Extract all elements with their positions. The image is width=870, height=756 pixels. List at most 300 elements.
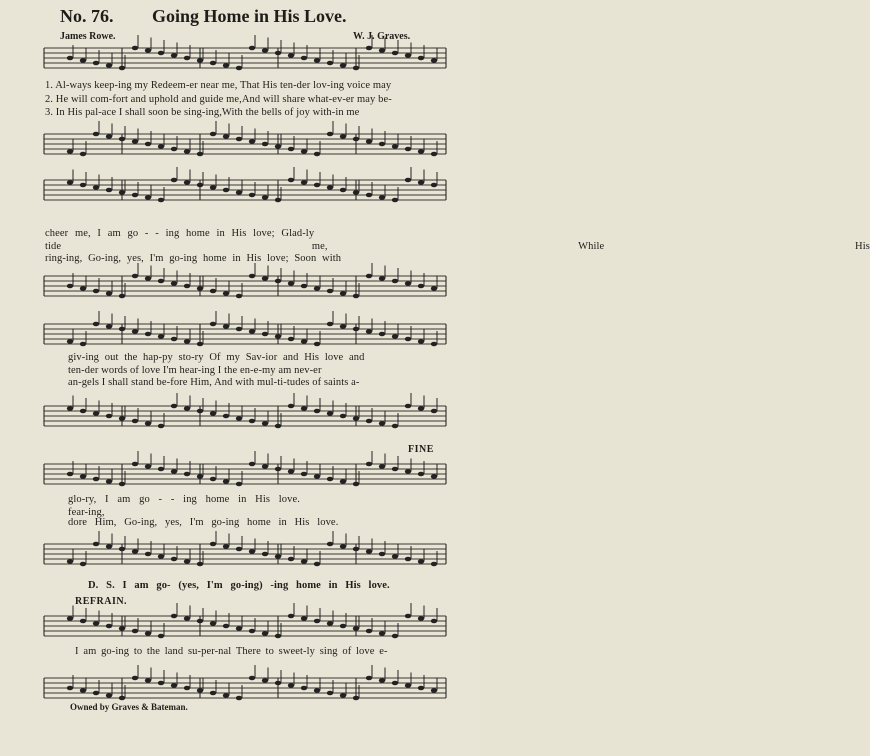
note-head	[418, 149, 424, 154]
note-head	[210, 322, 216, 327]
note-head	[288, 614, 294, 619]
note-head	[106, 414, 112, 419]
note-head	[132, 462, 138, 467]
note-head	[119, 696, 125, 701]
verse-line: fear-ing,	[68, 507, 105, 518]
treble-staff-1	[0, 42, 480, 82]
note-head	[184, 284, 190, 289]
note-head	[132, 139, 138, 144]
note-head	[184, 686, 190, 691]
note-head	[366, 193, 372, 198]
note-head	[197, 474, 203, 479]
note-head	[431, 474, 437, 479]
note-head	[275, 634, 281, 639]
note-head	[80, 619, 86, 624]
note-head	[405, 337, 411, 342]
note-head	[210, 411, 216, 416]
note-head	[379, 631, 385, 636]
note-head	[327, 621, 333, 626]
note-head	[431, 342, 437, 347]
note-head	[223, 624, 229, 629]
note-head	[379, 195, 385, 200]
note-head	[236, 416, 242, 421]
note-head	[353, 137, 359, 142]
note-head	[223, 324, 229, 329]
note-head	[184, 559, 190, 564]
note-head	[93, 542, 99, 547]
note-head	[379, 678, 385, 683]
note-head	[223, 291, 229, 296]
note-head	[262, 48, 268, 53]
note-head	[249, 629, 255, 634]
note-head	[158, 198, 164, 203]
verse-line: I am go-ing to the land su-per-nal There to sweet-ly sing of love e-	[75, 646, 388, 657]
note-head	[197, 688, 203, 693]
note-head	[197, 152, 203, 157]
note-head	[379, 552, 385, 557]
note-head	[249, 462, 255, 467]
note-head	[249, 46, 255, 51]
note-head	[184, 339, 190, 344]
note-head	[405, 178, 411, 183]
note-head	[223, 134, 229, 139]
note-head	[145, 421, 151, 426]
note-head	[327, 185, 333, 190]
note-head	[158, 681, 164, 686]
note-head	[119, 416, 125, 421]
note-head	[184, 472, 190, 477]
note-head	[327, 477, 333, 482]
refrain-label: REFRAIN.	[75, 596, 128, 607]
note-head	[418, 406, 424, 411]
note-head	[314, 286, 320, 291]
note-head	[301, 284, 307, 289]
note-head	[314, 474, 320, 479]
note-head	[67, 686, 73, 691]
note-head	[392, 334, 398, 339]
note-head	[379, 421, 385, 426]
note-head	[197, 286, 203, 291]
note-head	[431, 619, 437, 624]
bass-staff-3	[0, 400, 480, 440]
note-head	[80, 409, 86, 414]
note-head	[106, 188, 112, 193]
fine-marker: FINE	[408, 444, 434, 455]
note-head	[80, 58, 86, 63]
note-head	[314, 619, 320, 624]
note-head	[93, 132, 99, 137]
note-head	[301, 616, 307, 621]
treble-staff-2	[0, 174, 480, 214]
note-head	[80, 286, 86, 291]
note-head	[106, 63, 112, 68]
note-head	[80, 183, 86, 188]
note-head	[236, 626, 242, 631]
note-head	[145, 332, 151, 337]
note-head	[236, 327, 242, 332]
note-head	[197, 58, 203, 63]
note-head	[405, 557, 411, 562]
note-head	[93, 61, 99, 66]
note-head	[210, 185, 216, 190]
note-head	[158, 334, 164, 339]
note-head	[288, 53, 294, 58]
note-head	[327, 322, 333, 327]
note-head	[223, 63, 229, 68]
note-head	[262, 464, 268, 469]
note-head	[80, 152, 86, 157]
note-head	[171, 337, 177, 342]
note-head	[275, 681, 281, 686]
note-head	[366, 139, 372, 144]
note-head	[288, 683, 294, 688]
note-head	[223, 479, 229, 484]
note-head	[145, 142, 151, 147]
note-head	[67, 406, 73, 411]
note-head	[145, 464, 151, 469]
note-head	[379, 142, 385, 147]
note-head	[171, 53, 177, 58]
note-head	[392, 144, 398, 149]
note-head	[171, 404, 177, 409]
verse-line: dore Him, Go-ing, yes, I'm go-ing home in His love.	[68, 517, 339, 528]
note-head	[158, 554, 164, 559]
note-head	[327, 61, 333, 66]
note-head	[288, 147, 294, 152]
note-head	[314, 409, 320, 414]
note-head	[132, 549, 138, 554]
note-head	[93, 411, 99, 416]
note-head	[93, 185, 99, 190]
note-head	[379, 332, 385, 337]
hymn-number: No. 76.	[60, 6, 114, 26]
note-head	[392, 198, 398, 203]
note-head	[327, 289, 333, 294]
note-head	[210, 132, 216, 137]
note-head	[210, 621, 216, 626]
note-head	[366, 629, 372, 634]
note-head	[132, 329, 138, 334]
note-head	[80, 342, 86, 347]
note-head	[93, 322, 99, 327]
note-head	[197, 562, 203, 567]
note-head	[197, 183, 203, 188]
copyright-footer: Owned by Graves & Bateman.	[70, 702, 188, 712]
note-head	[145, 552, 151, 557]
note-head	[392, 634, 398, 639]
note-head	[431, 58, 437, 63]
bass-staff-1	[0, 128, 480, 168]
note-head	[236, 137, 242, 142]
note-head	[158, 424, 164, 429]
verse-line: ten-der words of love I'm hear-ing I the en-e-my am nev-er	[68, 365, 322, 376]
bass-staff-2	[0, 270, 480, 310]
treble-staff-5	[0, 610, 480, 650]
note-head	[353, 294, 359, 299]
note-head	[119, 547, 125, 552]
note-head	[418, 180, 424, 185]
note-head	[366, 46, 372, 51]
note-head	[236, 190, 242, 195]
note-head	[171, 683, 177, 688]
note-head	[431, 152, 437, 157]
note-head	[353, 66, 359, 71]
note-head	[197, 342, 203, 347]
verse-line: glo-ry, I am go - - ing home in His love.	[68, 494, 300, 505]
note-head	[262, 421, 268, 426]
verse-line: giv-ing out the hap-py sto-ry Of my Sav-ior and His love and	[68, 352, 365, 363]
note-head	[340, 414, 346, 419]
note-head	[197, 409, 203, 414]
note-head	[67, 559, 73, 564]
note-head	[132, 629, 138, 634]
note-head	[392, 424, 398, 429]
note-head	[106, 291, 112, 296]
note-head	[275, 334, 281, 339]
note-head	[132, 46, 138, 51]
note-head	[145, 631, 151, 636]
note-head	[223, 544, 229, 549]
note-head	[288, 178, 294, 183]
note-head	[301, 180, 307, 185]
verse-line: 2. He will com-fort and uphold and guide me,And will share what-ev-er may be-	[45, 94, 392, 105]
note-head	[418, 284, 424, 289]
note-head	[262, 552, 268, 557]
note-head	[418, 686, 424, 691]
note-head	[418, 559, 424, 564]
note-head	[405, 404, 411, 409]
note-head	[288, 404, 294, 409]
note-head	[184, 56, 190, 61]
note-head	[132, 193, 138, 198]
verse-line: an-gels I shall stand be-fore Him, And with mul-ti-tudes of saints a-	[68, 377, 360, 388]
note-head	[431, 409, 437, 414]
note-head	[340, 324, 346, 329]
note-head	[353, 416, 359, 421]
note-head	[67, 339, 73, 344]
treble-staff-4	[0, 458, 480, 498]
note-head	[288, 337, 294, 342]
note-head	[262, 195, 268, 200]
note-head	[275, 424, 281, 429]
note-head	[106, 324, 112, 329]
note-head	[158, 144, 164, 149]
note-head	[275, 279, 281, 284]
note-head	[340, 63, 346, 68]
note-head	[314, 562, 320, 567]
note-head	[171, 178, 177, 183]
note-head	[392, 554, 398, 559]
note-head	[119, 190, 125, 195]
note-head	[184, 180, 190, 185]
note-head	[184, 149, 190, 154]
note-head	[132, 274, 138, 279]
note-head	[119, 626, 125, 631]
note-head	[67, 149, 73, 154]
note-head	[379, 276, 385, 281]
note-head	[80, 474, 86, 479]
note-head	[262, 332, 268, 337]
note-head	[262, 678, 268, 683]
note-head	[119, 294, 125, 299]
note-head	[301, 56, 307, 61]
note-head	[262, 631, 268, 636]
note-head	[106, 479, 112, 484]
note-head	[171, 469, 177, 474]
note-head	[210, 289, 216, 294]
note-head	[80, 562, 86, 567]
note-head	[67, 180, 73, 185]
note-head	[314, 152, 320, 157]
note-head	[379, 48, 385, 53]
note-head	[340, 544, 346, 549]
note-head	[67, 616, 73, 621]
note-head	[327, 542, 333, 547]
note-head	[106, 134, 112, 139]
note-head	[93, 621, 99, 626]
note-head	[132, 676, 138, 681]
note-head	[301, 472, 307, 477]
note-head	[379, 464, 385, 469]
note-head	[236, 66, 242, 71]
note-head	[301, 559, 307, 564]
note-head	[249, 676, 255, 681]
note-head	[301, 149, 307, 154]
note-head	[392, 279, 398, 284]
note-head	[119, 327, 125, 332]
note-head	[262, 142, 268, 147]
note-head	[106, 544, 112, 549]
note-head	[275, 198, 281, 203]
note-head	[366, 549, 372, 554]
note-head	[392, 51, 398, 56]
note-head	[249, 329, 255, 334]
note-head	[431, 183, 437, 188]
verse-line: tide me, While His	[45, 241, 870, 252]
note-head	[392, 467, 398, 472]
note-head	[223, 188, 229, 193]
verse-line: ring-ing, Go-ing, yes, I'm go-ing home in His love; Soon with	[45, 253, 342, 264]
note-head	[119, 137, 125, 142]
note-head	[249, 419, 255, 424]
note-head	[275, 554, 281, 559]
note-head	[106, 693, 112, 698]
note-head	[353, 547, 359, 552]
note-head	[210, 477, 216, 482]
note-head	[418, 56, 424, 61]
note-head	[353, 696, 359, 701]
note-head	[405, 53, 411, 58]
note-head	[301, 406, 307, 411]
note-head	[405, 469, 411, 474]
note-head	[67, 472, 73, 477]
note-head	[197, 619, 203, 624]
note-head	[418, 472, 424, 477]
note-head	[327, 691, 333, 696]
note-head	[210, 542, 216, 547]
note-head	[67, 56, 73, 61]
note-head	[236, 696, 242, 701]
note-head	[353, 482, 359, 487]
note-head	[171, 614, 177, 619]
note-head	[119, 482, 125, 487]
note-head	[418, 616, 424, 621]
note-head	[366, 676, 372, 681]
note-head	[275, 467, 281, 472]
note-head	[340, 291, 346, 296]
note-head	[210, 61, 216, 66]
note-head	[275, 51, 281, 56]
note-head	[249, 549, 255, 554]
note-head	[249, 274, 255, 279]
note-head	[288, 557, 294, 562]
note-head	[366, 329, 372, 334]
note-head	[366, 274, 372, 279]
note-head	[158, 467, 164, 472]
note-head	[314, 58, 320, 63]
ds-line: D. S. I am go- (yes, I'm go-ing) -ing home in His love.	[88, 580, 390, 591]
note-head	[314, 688, 320, 693]
note-head	[236, 294, 242, 299]
note-head	[340, 624, 346, 629]
bass-staff-4	[0, 538, 480, 578]
hymn-title: Going Home in His Love.	[152, 6, 347, 26]
note-head	[340, 134, 346, 139]
note-head	[223, 693, 229, 698]
note-head	[145, 195, 151, 200]
note-head	[171, 557, 177, 562]
verse-line: 1. Al-ways keep-ing my Redeem-er near me, That His ten-der lov-ing voice may	[45, 80, 392, 91]
note-head	[431, 286, 437, 291]
note-head	[80, 688, 86, 693]
note-head	[236, 482, 242, 487]
note-head	[431, 562, 437, 567]
note-head	[301, 686, 307, 691]
note-head	[223, 414, 229, 419]
note-head	[93, 289, 99, 294]
note-head	[210, 691, 216, 696]
note-head	[93, 691, 99, 696]
note-head	[405, 281, 411, 286]
composer-credit: W. J. Graves.	[353, 31, 411, 42]
note-head	[145, 48, 151, 53]
note-head	[184, 616, 190, 621]
note-head	[132, 419, 138, 424]
note-head	[249, 193, 255, 198]
note-head	[405, 147, 411, 152]
note-head	[418, 339, 424, 344]
note-head	[327, 132, 333, 137]
note-head	[275, 144, 281, 149]
note-head	[353, 626, 359, 631]
note-head	[158, 634, 164, 639]
note-head	[171, 147, 177, 152]
lyricist-credit: James Rowe.	[60, 31, 116, 42]
note-head	[145, 276, 151, 281]
note-head	[184, 406, 190, 411]
note-head	[262, 276, 268, 281]
note-head	[288, 469, 294, 474]
note-head	[405, 614, 411, 619]
note-head	[249, 139, 255, 144]
note-head	[93, 477, 99, 482]
note-head	[67, 284, 73, 289]
note-head	[340, 188, 346, 193]
note-head	[340, 693, 346, 698]
note-head	[301, 339, 307, 344]
note-head	[236, 547, 242, 552]
note-head	[353, 190, 359, 195]
